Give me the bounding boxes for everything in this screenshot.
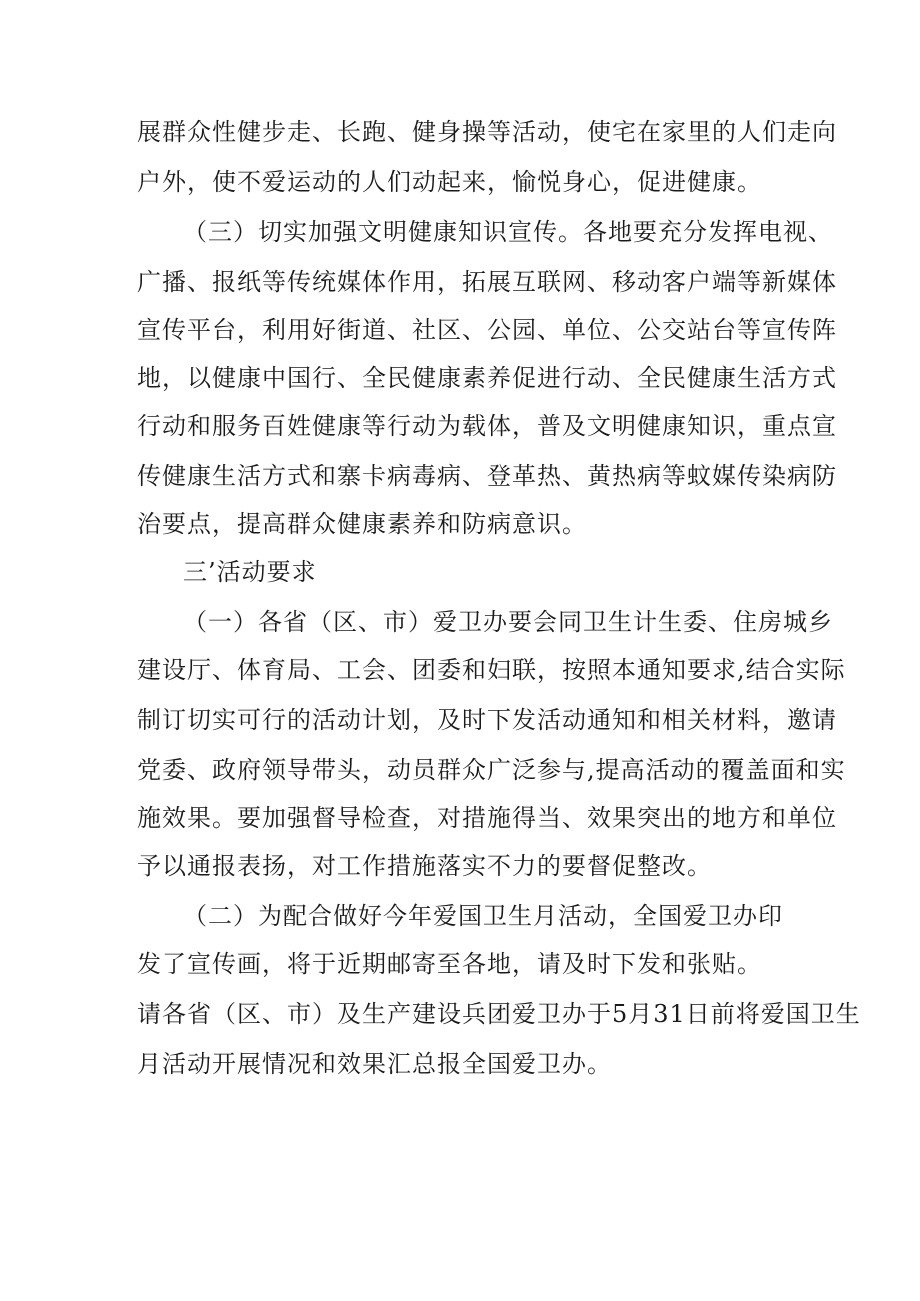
text-line: 施效果。要加强督导检查，对措施得当、效果突出的地方和单位 <box>137 804 837 832</box>
text-line: 月活动开展情况和效果汇总报全国爱卫办。 <box>137 1050 612 1078</box>
text-line: 党委、政府领导带头，动员群众广泛参与,提高活动的覆盖面和实 <box>137 756 846 784</box>
text-line: 展群众性健步走、长跑、健身操等活动，使宅在家里的人们走向 <box>137 118 837 146</box>
text-line: 地，以健康中国行、全民健康素养促进行动、全民健康生活方式 <box>137 364 837 392</box>
text-line: 发了宣传画，将于近期邮寄至各地，请及时下发和张贴。 <box>137 950 762 978</box>
text-line: 户外，使不爱运动的人们动起来，愉悦身心，促进健康。 <box>137 168 762 196</box>
text-line: 请各省（区、市）及生产建设兵团爱卫办于5月31日前将爱国卫生 <box>137 1000 861 1028</box>
section-heading-3: （三）切实加强文明健康知识宣传。各地要充分发挥电视、 <box>183 218 833 246</box>
section-heading: 三’活动要求 <box>183 558 317 586</box>
text-line: 治要点，提高群众健康素养和防病意识。 <box>137 510 587 538</box>
text-line: 行动和服务百姓健康等行动为载体，普及文明健康知识，重点宣 <box>137 412 837 440</box>
text-line: 宣传平台，利用好街道、社区、公园、单位、公交站台等宣传阵 <box>137 316 837 344</box>
subsection-2: （二）为配合做好今年爱国卫生月活动，全国爱卫办印 <box>183 902 783 930</box>
text-line: 制订切实可行的活动计划，及时下发活动通知和相关材料，邀请 <box>137 706 837 734</box>
text-line: 予以通报表扬，对工作措施落实不力的要督促整改。 <box>137 852 712 880</box>
text-line: 传健康生活方式和寨卡病毒病、登革热、黄热病等蚊媒传染病防 <box>137 462 837 490</box>
text-line: 建设厅、体育局、工会、团委和妇联，按照本通知要求,结合实际 <box>137 656 846 684</box>
text-line: 广播、报纸等传统媒体作用，拓展互联网、移动客户端等新媒体 <box>137 268 837 296</box>
subsection-1: （一）各省（区、市）爱卫办要会同卫生计生委、住房城乡 <box>183 608 833 636</box>
